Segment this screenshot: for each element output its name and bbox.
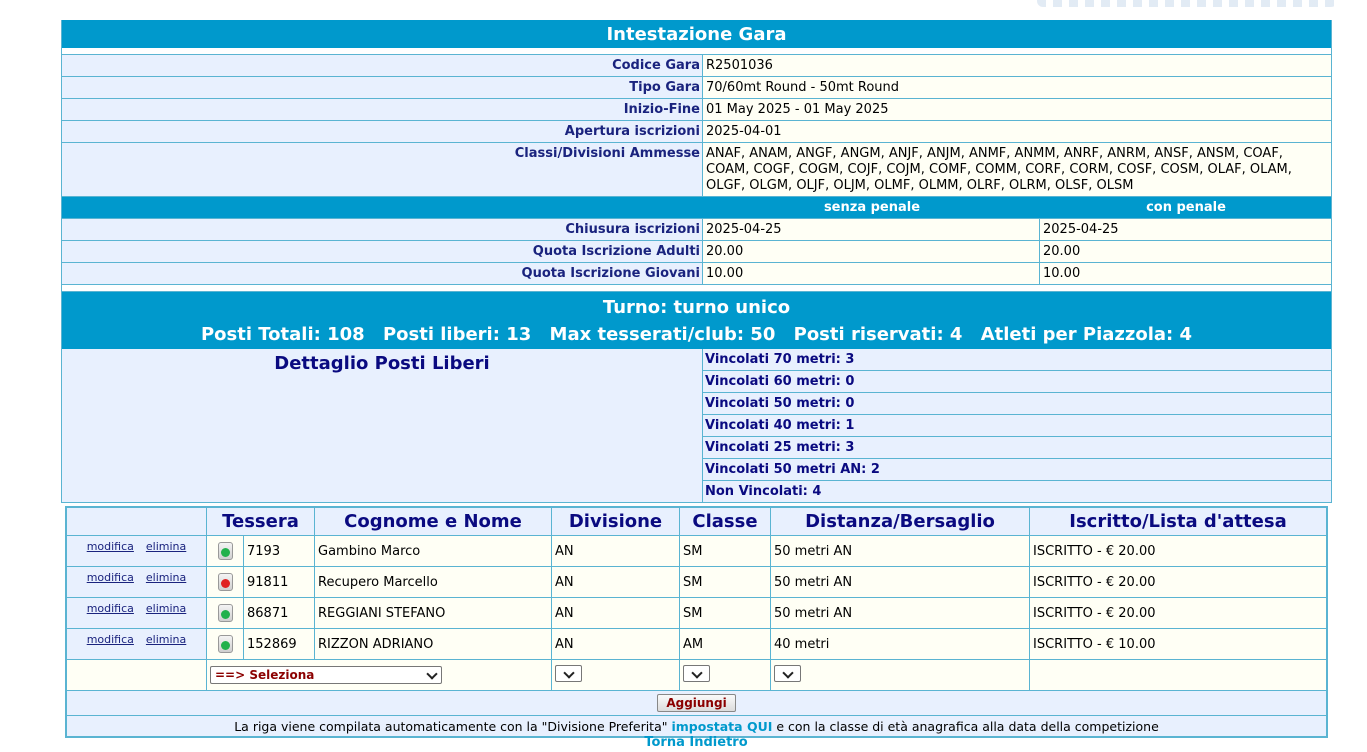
- info-value: 70/60mt Round - 50mt Round: [703, 77, 1331, 98]
- cell-distanza: 50 metri AN: [771, 598, 1030, 629]
- status-green-icon: [218, 604, 233, 622]
- division-select[interactable]: [555, 665, 582, 682]
- edit-link[interactable]: modifica: [86, 602, 134, 615]
- col-divisione: Divisione: [552, 508, 680, 536]
- edit-link[interactable]: modifica: [86, 633, 134, 646]
- table-row: [67, 629, 1327, 660]
- info-row: [62, 98, 1331, 120]
- note-text-after: e con la classe di età anagrafica alla data della competizione: [776, 718, 1159, 734]
- max-tesserati: Max tesserati/club: 50: [549, 324, 776, 345]
- classes-value: ANAF, ANAM, ANGF, ANGM, ANJF, ANJM, ANMF, ANMM, ANRF, ANRM, ANSF, ANSM, COAF, COAM, COGF, COGM, COJF, COJM, COMF, COMM, CORF, CORM, COSF, COSM, OLAF, OLAM, OLGF, OLGM, OLJF, OLJM, OLMF, OLMM, OLRF, OLRM, OLSF, OLSM: [703, 143, 1331, 196]
- penalty-without-header: senza penale: [823, 200, 921, 215]
- delete-link[interactable]: elimina: [145, 633, 187, 646]
- cell-distanza: 40 metri: [771, 629, 1030, 660]
- race-header: [61, 20, 1332, 292]
- cell-divisione: AN: [552, 567, 680, 598]
- penalty-label: Quota Iscrizione Adulti: [62, 241, 703, 262]
- penalty-without-value: 2025-04-25: [703, 219, 1040, 240]
- posti-riservati: Posti riservati: 4: [793, 324, 963, 345]
- cell-distanza: 50 metri AN: [771, 567, 1030, 598]
- turno-section: [61, 292, 1332, 503]
- status-green-icon: [218, 542, 233, 560]
- distance-select[interactable]: [774, 665, 801, 682]
- free-seats-row: Vincolati 50 metri AN: 2: [703, 459, 1331, 481]
- penalty-with-header: con penale: [1146, 200, 1226, 215]
- col-distanza: Distanza/Bersaglio: [771, 508, 1030, 536]
- free-seats-list: [703, 349, 1331, 502]
- penalty-with-value: 10.00: [1040, 263, 1331, 284]
- info-row: [62, 120, 1331, 142]
- cell-divisione: AN: [552, 598, 680, 629]
- cell-iscritto: ISCRITTO - € 20.00: [1030, 598, 1327, 629]
- cell-iscritto: ISCRITTO - € 20.00: [1030, 567, 1327, 598]
- cell-nome: RIZZON ADRIANO: [315, 629, 552, 660]
- penalty-with-value: 2025-04-25: [1040, 219, 1331, 240]
- penalty-without-value: 10.00: [703, 263, 1040, 284]
- info-value: 2025-04-01: [703, 121, 1331, 142]
- race-header-title: Intestazione Gara: [62, 20, 1331, 54]
- cell-nome: REGGIANI STEFANO: [315, 598, 552, 629]
- cell-divisione: AN: [552, 536, 680, 567]
- cell-tessera: 152869: [244, 629, 315, 660]
- delete-link[interactable]: elimina: [145, 571, 187, 584]
- back-link[interactable]: Torna Indietro: [644, 735, 748, 750]
- cell-tessera: 86871: [244, 598, 315, 629]
- cell-tessera: 91811: [244, 567, 315, 598]
- cell-nome: Recupero Marcello: [315, 567, 552, 598]
- info-value: R2501036: [703, 55, 1331, 76]
- add-button[interactable]: Aggiungi: [657, 694, 735, 712]
- info-row: [62, 54, 1331, 76]
- penalty-without-value: 20.00: [703, 241, 1040, 262]
- class-select[interactable]: [683, 665, 710, 682]
- info-value: 01 May 2025 - 01 May 2025: [703, 99, 1331, 120]
- col-iscritto: Iscritto/Lista d'attesa: [1030, 508, 1327, 536]
- cell-iscritto: ISCRITTO - € 20.00: [1030, 536, 1327, 567]
- cell-nome: Gambino Marco: [315, 536, 552, 567]
- info-label: Inizio-Fine: [62, 99, 703, 120]
- info-label: Tipo Gara: [62, 77, 703, 98]
- turno-title: Turno: turno unico: [602, 297, 791, 318]
- cell-divisione: AN: [552, 629, 680, 660]
- status-red-icon: [218, 573, 233, 591]
- top-decoration: [1037, 0, 1337, 7]
- free-seats-detail: [62, 349, 1331, 502]
- chevron-down-icon: [426, 668, 437, 679]
- turno-stats: [62, 321, 1331, 349]
- cell-tessera: 7193: [244, 536, 315, 567]
- penalty-row: [62, 218, 1331, 240]
- cell-classe: SM: [680, 536, 771, 567]
- atleti-piazzola: Atleti per Piazzola: 4: [980, 324, 1193, 345]
- free-seats-row: Vincolati 40 metri: 1: [703, 415, 1331, 437]
- free-seats-title: Dettaglio Posti Liberi: [62, 349, 703, 502]
- chevron-down-icon: [691, 667, 702, 678]
- athletes-table: [66, 507, 1327, 737]
- free-seats-row: Vincolati 70 metri: 3: [703, 349, 1331, 371]
- classes-row: [62, 142, 1331, 196]
- delete-link[interactable]: elimina: [145, 540, 187, 553]
- penalty-row: [62, 262, 1331, 284]
- athletes-table-wrapper: [65, 506, 1328, 738]
- penalty-header-row: [62, 196, 1331, 218]
- cell-iscritto: ISCRITTO - € 10.00: [1030, 629, 1327, 660]
- classes-label: Classi/Divisioni Ammesse: [62, 143, 703, 196]
- table-row: [67, 598, 1327, 629]
- col-nome: Cognome e Nome: [315, 508, 552, 536]
- add-row: [67, 691, 1327, 716]
- info-label: Codice Gara: [62, 55, 703, 76]
- table-row: [67, 567, 1327, 598]
- delete-link[interactable]: elimina: [145, 602, 187, 615]
- chevron-down-icon: [782, 667, 793, 678]
- note-text-before: La riga viene compilata automaticamente con la "Divisione Preferita": [234, 718, 668, 734]
- cell-classe: SM: [680, 598, 771, 629]
- free-seats-row: Vincolati 25 metri: 3: [703, 437, 1331, 459]
- cell-classe: SM: [680, 567, 771, 598]
- col-classe: Classe: [680, 508, 771, 536]
- cell-classe: AM: [680, 629, 771, 660]
- status-green-icon: [218, 635, 233, 653]
- note-row: [67, 716, 1327, 737]
- edit-link[interactable]: modifica: [86, 540, 134, 553]
- penalty-with-value: 20.00: [1040, 241, 1331, 262]
- posti-totali: Posti Totali: 108: [200, 324, 365, 345]
- info-row: [62, 76, 1331, 98]
- turno-header: [62, 292, 1331, 349]
- penalty-label: Quota Iscrizione Giovani: [62, 263, 703, 284]
- penalty-row: [62, 240, 1331, 262]
- col-tessera: Tessera: [207, 508, 315, 536]
- free-seats-row: Vincolati 60 metri: 0: [703, 371, 1331, 393]
- free-seats-row: Vincolati 50 metri: 0: [703, 393, 1331, 415]
- table-row: [67, 536, 1327, 567]
- free-seats-row: Non Vincolati: 4: [703, 481, 1331, 502]
- new-entry-row: [67, 660, 1327, 691]
- set-preferred-division-link[interactable]: impostata QUI: [671, 718, 773, 734]
- athlete-select[interactable]: ==> Seleziona: [210, 666, 442, 684]
- info-label: Apertura iscrizioni: [62, 121, 703, 142]
- cell-distanza: 50 metri AN: [771, 536, 1030, 567]
- penalty-label: Chiusura iscrizioni: [62, 219, 703, 240]
- edit-link[interactable]: modifica: [86, 571, 134, 584]
- posti-liberi: Posti liberi: 13: [382, 324, 532, 345]
- chevron-down-icon: [563, 667, 574, 678]
- table-header-row: [67, 508, 1327, 536]
